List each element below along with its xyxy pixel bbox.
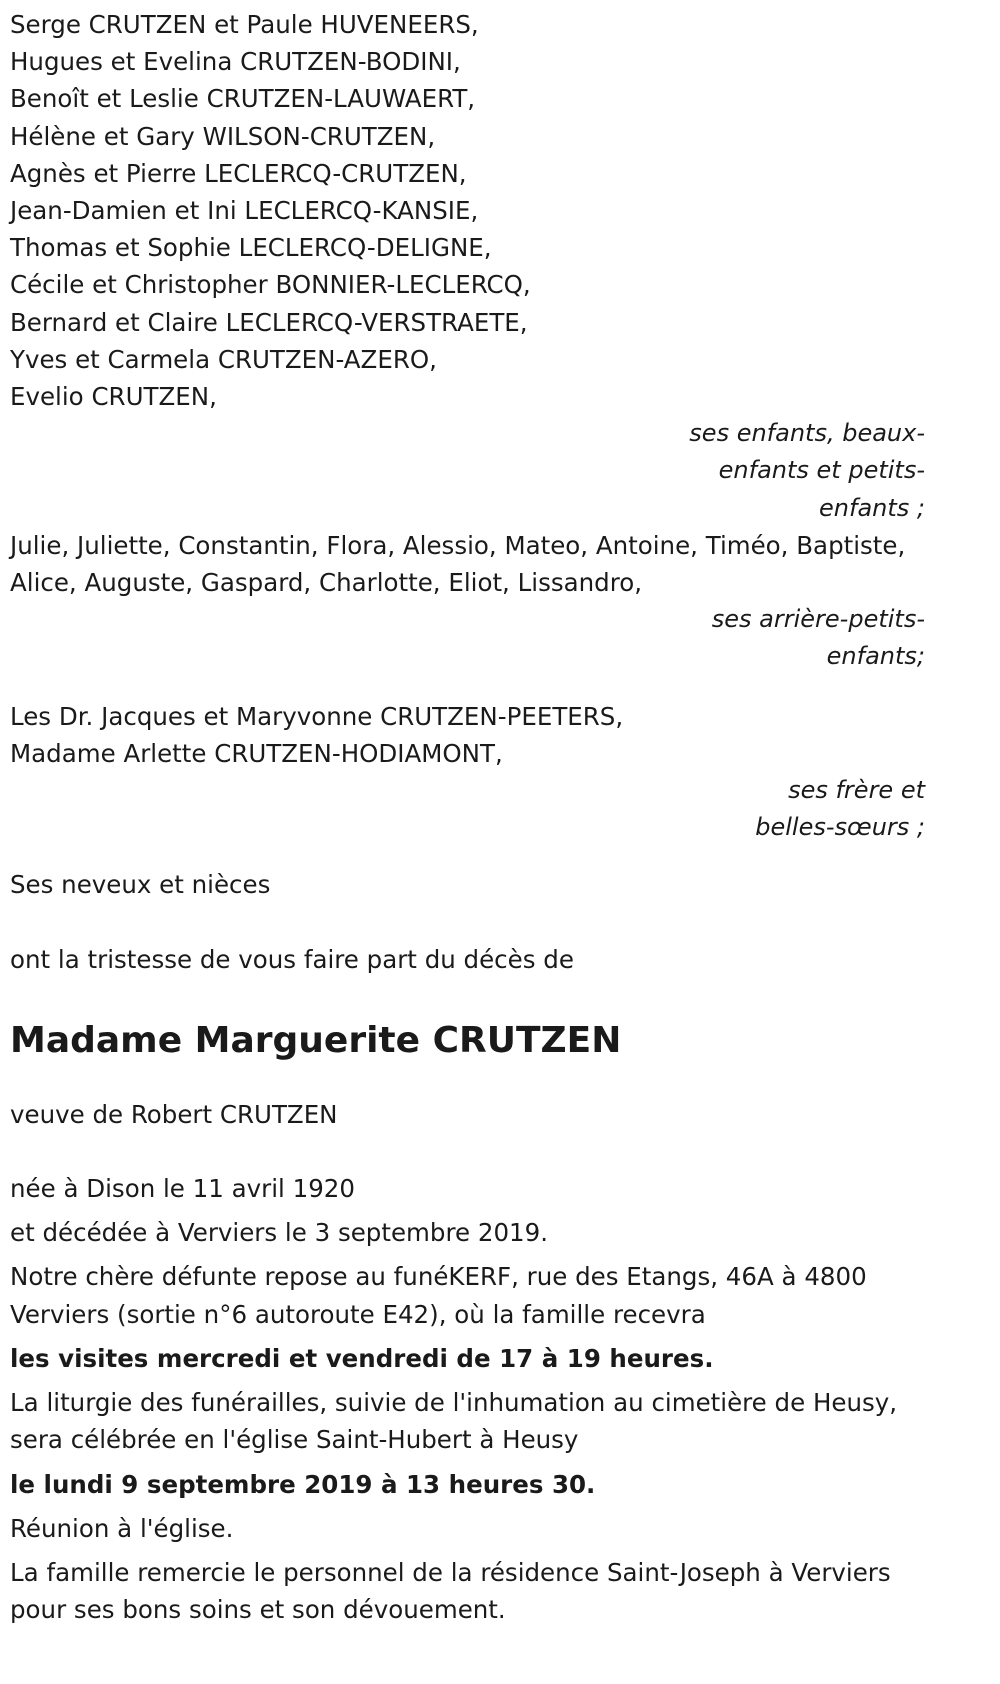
family-line: Thomas et Sophie LECLERCQ-DELIGNE, [10,233,492,263]
family-line: Julie, Juliette, Constantin, Flora, Alessio, Mateo, Antoine, Timéo, Baptiste, [10,530,906,560]
family-line: Hélène et Gary WILSON-CRUTZEN, [10,121,436,151]
deceased-name: Madame Marguerite CRUTZEN [10,1019,622,1061]
family-line: Jean-Damien et Ini LECLERCQ-KANSIE, [10,196,479,226]
family-line: Les Dr. Jacques et Maryvonne CRUTZEN-PEETERS, [10,701,624,731]
meeting-line: Réunion à l'église. [10,1513,234,1543]
siblings-relation: ses frère et belles-sœurs ; [755,776,925,842]
family-line: Bernard et Claire LECLERCQ-VERSTRAETE, [10,307,528,337]
family-line: Benoît et Leslie CRUTZEN-LAUWAERT, [10,84,476,114]
great-grandchildren-list [10,527,925,601]
liturgy-paragraph: La liturgie des funérailles, suivie de l'inhumation au cimetière de Heusy, sera célébrée en l'église Saint-Hubert à Heusy [10,1388,898,1455]
family-line: Cécile et Christopher BONNIER-LECLERCQ, [10,270,531,300]
family-line: Hugues et Evelina CRUTZEN-BODINI, [10,47,461,77]
death-line: et décédée à Verviers le 3 septembre 2019. [10,1218,548,1248]
children-relation: ses enfants, beaux- enfants et petits- enfants ; [689,419,925,522]
great-grandchildren-relation: ses arrière-petits- enfants; [711,605,925,671]
family-line: Agnès et Pierre LECLERCQ-CRUTZEN, [10,158,467,188]
repose-paragraph: Notre chère défunte repose au funéKERF, rue des Etangs, 46A à 4800 Verviers (sortie n°6 autoroute E42), où la famille recevra [10,1262,867,1329]
birth-line: née à Dison le 11 avril 1920 [10,1174,355,1204]
family-line: Evelio CRUTZEN, [10,382,217,412]
thanks-paragraph: La famille remercie le personnel de la résidence Saint-Joseph à Verviers pour ses bons soins et son dévouement. [10,1557,891,1625]
family-line: Alice, Auguste, Gaspard, Charlotte, Eliot, Lissandro, [10,568,643,598]
funeral-date: le lundi 9 septembre 2019 à 13 heures 30. [10,1469,596,1499]
announcement: ont la tristesse de vous faire part du décès de [10,944,574,974]
visits-line: les visites mercredi et vendredi de 17 à 19 heures. [10,1343,714,1373]
nephews-line: Ses neveux et nièces [10,870,271,900]
family-line: Madame Arlette CRUTZEN-HODIAMONT, [10,738,503,768]
siblings-list [10,698,925,772]
family-line: Yves et Carmela CRUTZEN-AZERO, [10,344,437,374]
obituary-notice [10,0,925,1628]
children-list [10,0,925,415]
family-line: Serge CRUTZEN et Paule HUVENEERS, [10,10,479,39]
widow-of: veuve de Robert CRUTZEN [10,1099,338,1129]
